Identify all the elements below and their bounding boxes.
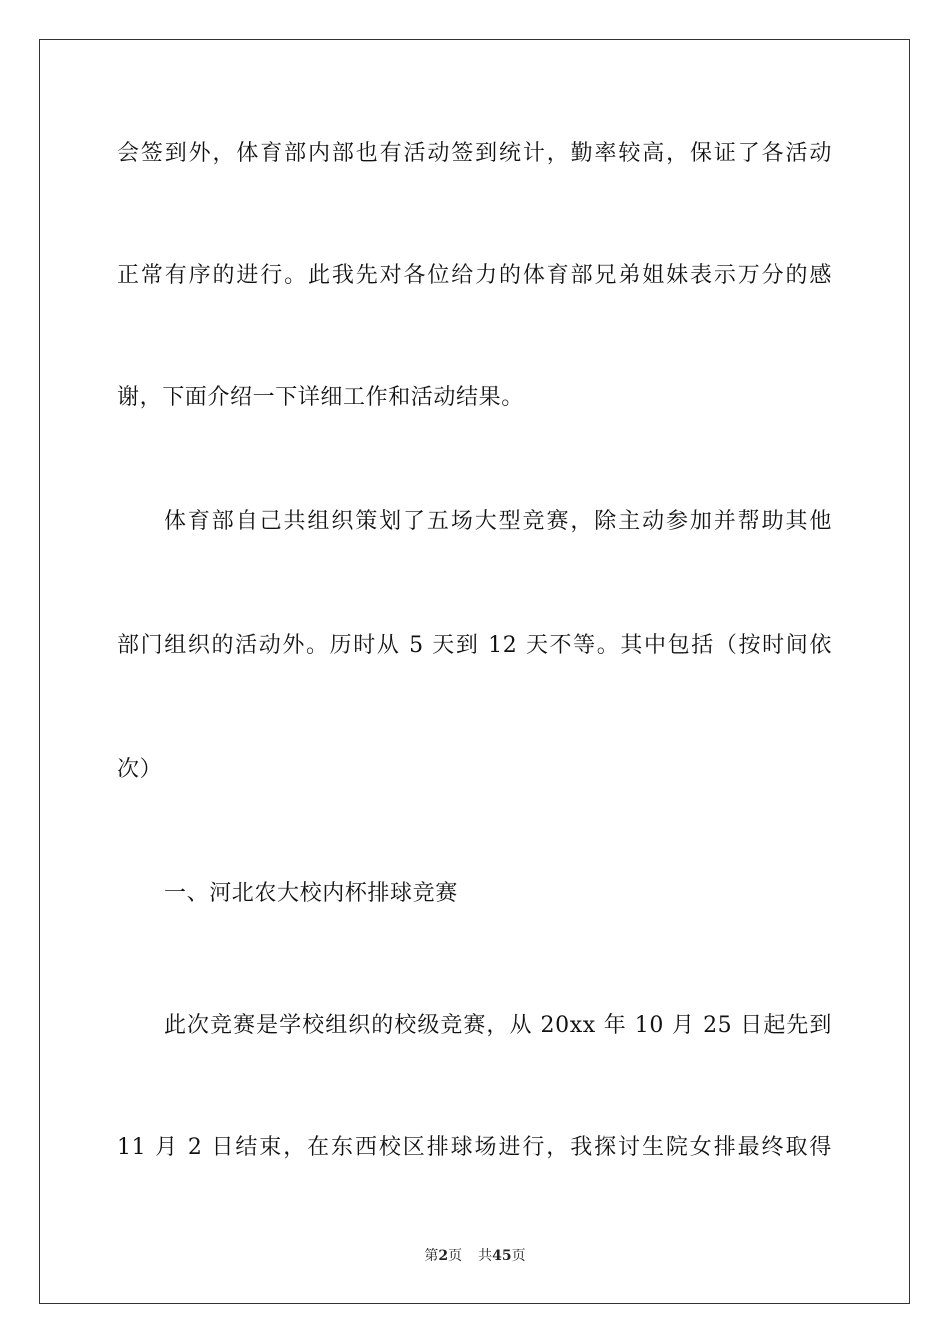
page-footer	[0, 1247, 950, 1265]
page-border	[39, 39, 910, 1304]
section-heading: 一、河北农大校内杯排球竞赛	[164, 881, 458, 906]
body-text-line-2: 正常有序的进行。此我先对各位给力的体育部兄弟姐妹表示万分的感	[117, 263, 832, 288]
body-text-line-6: 次）	[117, 757, 163, 782]
body-text-line-4: 体育部自己共组织策划了五场大型竞赛，除主动参加并帮助其他	[164, 509, 832, 534]
body-text-line-3: 谢，下面介绍一下详细工作和活动结果。	[117, 385, 524, 410]
body-text-line-8: 此次竞赛是学校组织的校级竞赛，从 20xx 年 10 月 25 日起先到	[164, 1013, 832, 1038]
body-text-line-5: 部门组织的活动外。历时从 5 天到 12 天不等。其中包括（按时间依	[117, 633, 832, 658]
footer-page-prefix: 第	[424, 1248, 439, 1264]
footer-total-suffix: 页	[511, 1248, 526, 1264]
footer-total-prefix: 共	[478, 1248, 493, 1264]
footer-total-pages: 45	[492, 1248, 512, 1264]
footer-page-number: 2	[438, 1248, 449, 1264]
footer-page-suffix: 页	[448, 1248, 463, 1264]
body-text-line-9: 11 月 2 日结束，在东西校区排球场进行，我探讨生院女排最终取得	[117, 1135, 832, 1160]
body-text-line-1: 会签到外，体育部内部也有活动签到统计，勤率较高，保证了各活动	[117, 141, 832, 166]
